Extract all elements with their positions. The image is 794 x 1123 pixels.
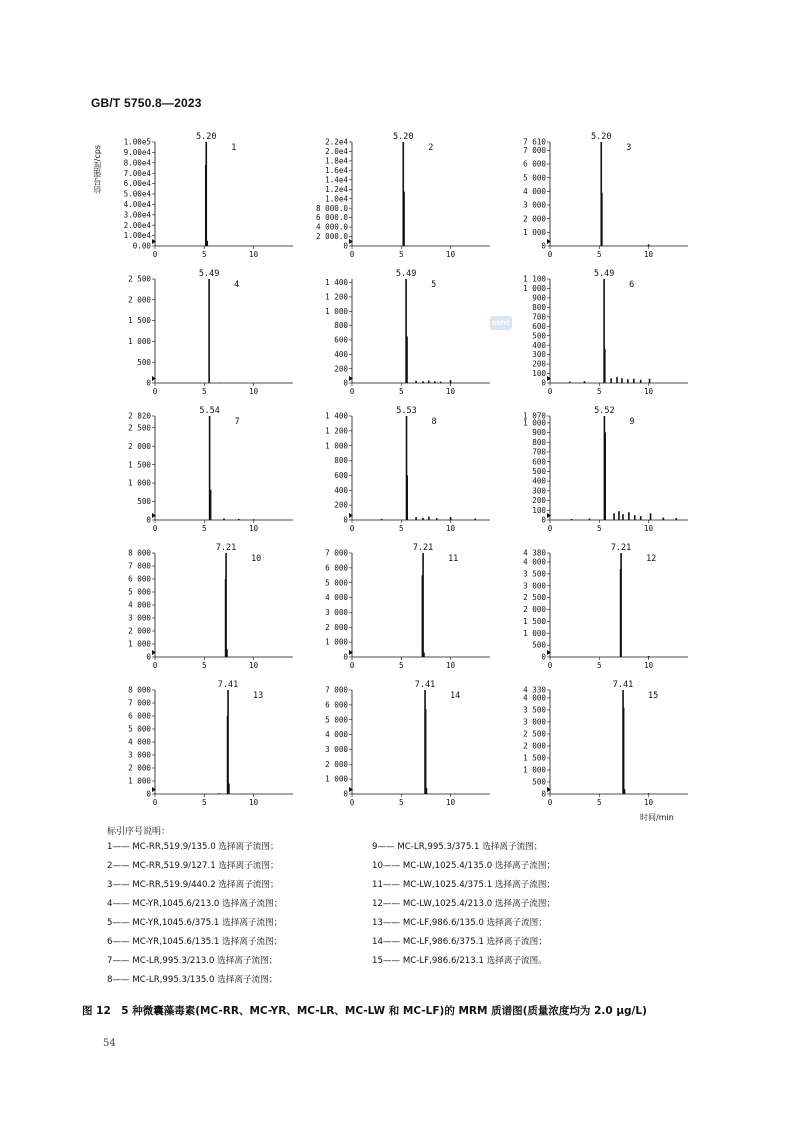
- y-tick-label: 0: [541, 789, 546, 799]
- y-tick-label: 1 100: [523, 274, 546, 284]
- y-tick-label: 1 000: [325, 441, 348, 451]
- peak-time-label: 5.52: [594, 406, 615, 416]
- y-tick-label: 500: [532, 331, 546, 341]
- x-axis-label: 时间/min: [640, 813, 674, 822]
- y-tick-label: 3.00e4: [123, 210, 151, 220]
- y-tick-label: 200: [532, 359, 546, 369]
- x-tick-label: 0: [547, 250, 553, 259]
- y-tick-label: 200: [334, 364, 348, 374]
- y-tick-label: 2 000: [325, 622, 348, 632]
- x-tick-label: 0: [349, 661, 355, 670]
- y-tick-label: 0: [146, 515, 151, 525]
- x-tick-label: 10: [248, 524, 259, 533]
- chart-id-label: 6: [629, 280, 635, 290]
- chromatogram-14: [325, 680, 490, 807]
- y-tick-label: 4 000: [128, 737, 151, 747]
- y-tick-label: 7 000: [325, 685, 348, 695]
- y-tick-label: 2 000: [128, 626, 151, 636]
- baseline-marker: [547, 650, 551, 655]
- y-tick-label: 1 500: [128, 460, 151, 470]
- y-tick-label: 4 330: [523, 685, 546, 695]
- x-tick-label: 10: [445, 387, 456, 396]
- legend-item: 15—— MC-LF,986.6/213.1 选择离子流图。: [372, 956, 547, 966]
- chromatogram-11: [325, 543, 490, 670]
- chromatogram-5: [325, 269, 490, 396]
- y-tick-label: 300: [532, 350, 546, 360]
- y-tick-label: 2 500: [523, 729, 546, 739]
- chart-id-label: 3: [626, 143, 632, 153]
- y-tick-label: 1 000: [128, 776, 151, 786]
- chart-id-label: 14: [450, 691, 461, 701]
- chromatogram-3: [523, 132, 688, 259]
- y-tick-label: 2.00e4: [123, 220, 151, 230]
- legend-item: 13—— MC-LF,986.6/135.0 选择离子流图；: [372, 918, 547, 928]
- y-tick-label: 1 000: [523, 765, 546, 775]
- y-tick-label: 0.00: [132, 241, 151, 251]
- x-tick-label: 5: [398, 798, 404, 807]
- x-tick-label: 5: [201, 798, 207, 807]
- y-tick-label: 1 000: [128, 639, 151, 649]
- chart-id-label: 12: [646, 554, 657, 564]
- y-tick-label: 7 000: [128, 561, 151, 571]
- x-tick-label: 10: [445, 250, 456, 259]
- y-tick-label: 2 820: [128, 411, 151, 421]
- chart-id-label: 8: [431, 417, 437, 427]
- y-tick-label: 0: [343, 652, 348, 662]
- y-tick-label: 600: [334, 471, 348, 481]
- page-number: 54: [103, 1038, 116, 1049]
- legend-item: 14—— MC-LF,986.6/375.1 选择离子流图；: [372, 937, 547, 947]
- baseline-marker: [547, 239, 551, 244]
- chart-id-label: 5: [431, 280, 437, 290]
- x-tick-label: 0: [547, 387, 553, 396]
- y-tick-label: 400: [532, 476, 546, 486]
- y-tick-label: 7.00e4: [123, 168, 151, 178]
- y-tick-label: 1 500: [523, 753, 546, 763]
- chromatogram-6: [523, 269, 688, 396]
- x-tick-label: 5: [596, 250, 602, 259]
- y-tick-label: 8 000: [128, 548, 151, 558]
- y-tick-label: 4 000: [128, 600, 151, 610]
- x-tick-label: 10: [643, 661, 654, 670]
- legend-item: 6—— MC-YR,1045.6/135.1 选择离子流图；: [107, 937, 283, 947]
- y-tick-label: 900: [532, 293, 546, 303]
- y-tick-label: 3 000: [523, 581, 546, 591]
- chart-id-label: 13: [253, 691, 264, 701]
- chromatogram-9: [523, 406, 688, 533]
- x-tick-label: 0: [349, 524, 355, 533]
- y-tick-label: 1 500: [128, 316, 151, 326]
- y-tick-label: 4 000.0: [315, 222, 348, 232]
- y-tick-label: 4.00e4: [123, 200, 151, 209]
- y-tick-label: 5.00e4: [123, 189, 151, 199]
- y-tick-label: 300: [532, 486, 546, 496]
- y-tick-label: 2 000: [523, 214, 546, 224]
- peak-time-label: 5.20: [196, 132, 217, 142]
- chromatogram-13: [128, 680, 293, 807]
- peak-time-label: 5.54: [199, 406, 220, 416]
- y-tick-label: 2 500: [128, 274, 151, 284]
- y-tick-label: 1 000: [523, 628, 546, 638]
- y-tick-label: 6 000.0: [315, 213, 348, 223]
- y-tick-label: 1.0e4: [325, 194, 348, 204]
- y-tick-label: 5 000: [128, 724, 151, 734]
- y-tick-label: 100: [532, 369, 546, 379]
- x-tick-label: 5: [201, 387, 207, 396]
- legend-item: 10—— MC-LW,1025.4/135.0 选择离子流图；: [372, 861, 556, 871]
- y-tick-label: 400: [334, 349, 348, 359]
- y-tick-label: 0: [343, 515, 348, 525]
- baseline-marker: [547, 376, 551, 381]
- legend-right-column: [372, 840, 632, 973]
- baseline-marker: [547, 787, 551, 792]
- y-tick-label: 2 000: [523, 741, 546, 751]
- x-tick-label: 5: [398, 661, 404, 670]
- x-tick-label: 0: [349, 387, 355, 396]
- legend-item: 3—— MC-RR,519.9/440.2 选择离子流图；: [107, 880, 279, 890]
- y-tick-label: 8.00e4: [123, 158, 151, 168]
- y-tick-label: 500: [532, 640, 546, 650]
- y-tick-label: 3 500: [523, 705, 546, 715]
- y-tick-label: 500: [137, 497, 151, 507]
- y-tick-label: 800: [334, 321, 348, 331]
- x-tick-label: 10: [445, 524, 456, 533]
- y-tick-label: 1 000: [523, 418, 546, 428]
- y-tick-label: 200: [532, 496, 546, 506]
- chart-id-label: 7: [234, 417, 240, 427]
- x-tick-label: 5: [398, 250, 404, 259]
- x-tick-label: 10: [643, 387, 654, 396]
- chromatogram-8: [325, 406, 490, 533]
- y-tick-label: 1.4e4: [325, 175, 348, 185]
- y-tick-label: 4 000: [523, 557, 546, 567]
- chart-id-label: 1: [231, 143, 237, 153]
- y-tick-label: 7 610: [523, 137, 546, 147]
- baseline-marker: [547, 513, 551, 518]
- peak-time-label: 7.41: [612, 680, 634, 690]
- y-tick-label: 2.0e4: [325, 147, 348, 157]
- y-tick-label: 0: [343, 789, 348, 799]
- chromatogram-12: [523, 543, 688, 670]
- y-tick-label: 0: [146, 378, 151, 388]
- x-tick-label: 0: [547, 798, 553, 807]
- x-tick-label: 10: [248, 798, 259, 807]
- x-tick-label: 10: [248, 387, 259, 396]
- y-tick-label: 8 000: [128, 685, 151, 695]
- peak-time-label: 7.41: [414, 680, 436, 690]
- y-tick-label: 600: [334, 335, 348, 345]
- legend-item: 7—— MC-LR,995.3/213.0 选择离子流图；: [107, 956, 278, 966]
- chromatogram-4: [128, 269, 293, 396]
- peak-time-label: 7.21: [215, 543, 237, 553]
- chromatogram-1: [124, 132, 293, 259]
- y-tick-label: 3 000: [325, 608, 348, 618]
- y-tick-label: 0: [146, 789, 151, 799]
- y-tick-label: 3 000: [128, 613, 151, 623]
- y-tick-label: 2 500: [523, 593, 546, 603]
- legend-item: 1—— MC-RR,519.9/135.0 选择离子流图；: [107, 842, 279, 852]
- legend-item: 12—— MC-LW,1025.4/213.0 选择离子流图；: [372, 899, 556, 909]
- y-tick-label: 7 000: [325, 548, 348, 558]
- y-tick-label: 0: [343, 241, 348, 251]
- y-tick-label: 3 500: [523, 569, 546, 579]
- x-tick-label: 0: [349, 798, 355, 807]
- y-tick-label: 5 000: [128, 587, 151, 597]
- peak-time-label: 7.21: [412, 543, 434, 553]
- y-tick-label: 700: [532, 447, 546, 457]
- y-tick-label: 500: [532, 467, 546, 477]
- chart-id-label: 4: [234, 280, 240, 290]
- y-tick-label: 1 500: [523, 616, 546, 626]
- y-tick-label: 1 000: [523, 284, 546, 294]
- y-tick-label: 700: [532, 312, 546, 322]
- x-tick-label: 5: [596, 387, 602, 396]
- y-tick-label: 500: [137, 357, 151, 367]
- x-tick-label: 0: [547, 661, 553, 670]
- y-tick-label: 1 070: [523, 411, 546, 421]
- peak-time-label: 5.49: [198, 269, 220, 279]
- y-tick-label: 7 000: [523, 145, 546, 155]
- x-tick-label: 5: [596, 661, 602, 670]
- y-axis-label: 信号强度/cps: [93, 145, 102, 194]
- peak-time-label: 7.21: [610, 543, 632, 553]
- y-tick-label: 6 000: [325, 563, 348, 573]
- x-tick-label: 5: [398, 387, 404, 396]
- x-tick-label: 5: [201, 250, 207, 259]
- x-tick-label: 5: [201, 524, 207, 533]
- x-tick-label: 0: [152, 524, 158, 533]
- y-tick-label: 0: [541, 241, 546, 251]
- x-tick-label: 10: [445, 798, 456, 807]
- y-tick-label: 6 000: [523, 159, 546, 169]
- x-tick-label: 5: [398, 524, 404, 533]
- y-tick-label: 6 000: [128, 711, 151, 721]
- y-tick-label: 1 200: [325, 292, 348, 302]
- standard-number: GB/T 5750.8—2023: [91, 96, 202, 110]
- y-tick-label: 3 000: [325, 745, 348, 755]
- y-tick-label: 1.8e4: [325, 156, 348, 166]
- y-tick-label: 1 000: [325, 306, 348, 316]
- y-tick-label: 1 400: [325, 411, 348, 421]
- y-tick-label: 6 000: [325, 700, 348, 710]
- y-tick-label: 0: [541, 652, 546, 662]
- legend-item: 2—— MC-RR,519.9/127.1 选择离子流图；: [107, 861, 279, 871]
- legend-left-column: [107, 840, 367, 992]
- y-tick-label: 2.2e4: [325, 137, 348, 147]
- y-tick-label: 0: [541, 378, 546, 388]
- chart-id-label: 15: [648, 691, 659, 701]
- chart-id-label: 11: [448, 554, 459, 564]
- y-tick-label: 1.6e4: [325, 165, 348, 175]
- y-tick-label: 3 000: [523, 200, 546, 210]
- y-tick-label: 900: [532, 428, 546, 438]
- y-tick-label: 1 000: [128, 337, 151, 346]
- y-tick-label: 0: [146, 652, 151, 662]
- y-tick-label: 800: [334, 456, 348, 466]
- y-tick-label: 4 000: [523, 693, 546, 703]
- y-tick-label: 2 000: [128, 441, 151, 451]
- x-tick-label: 0: [152, 250, 158, 259]
- x-tick-label: 0: [152, 661, 158, 670]
- x-tick-label: 0: [152, 798, 158, 807]
- y-tick-label: 1.00e4: [123, 231, 151, 241]
- x-tick-label: 5: [596, 524, 602, 533]
- x-tick-label: 10: [248, 250, 259, 259]
- y-tick-label: 0: [343, 378, 348, 388]
- y-tick-label: 7 000: [128, 698, 151, 708]
- y-tick-label: 4 000: [523, 186, 546, 196]
- x-tick-label: 0: [152, 387, 158, 396]
- peak-time-label: 5.49: [593, 269, 615, 279]
- legend-item: 8—— MC-LR,995.3/135.0 选择离子流图；: [107, 975, 278, 985]
- y-tick-label: 5 000: [325, 715, 348, 725]
- y-tick-label: 1.00e5: [123, 137, 151, 147]
- x-tick-label: 5: [596, 798, 602, 807]
- y-tick-label: 600: [532, 457, 546, 467]
- y-tick-label: 200: [334, 500, 348, 510]
- peak-time-label: 5.20: [393, 132, 414, 142]
- x-tick-label: 10: [643, 250, 654, 259]
- legend-item: 4—— MC-YR,1045.6/213.0 选择离子流图；: [107, 899, 283, 909]
- y-tick-label: 1 000: [325, 637, 348, 647]
- y-tick-label: 2 000: [128, 295, 151, 305]
- legend-item: 5—— MC-YR,1045.6/375.1 选择离子流图；: [107, 918, 283, 928]
- x-tick-label: 0: [349, 250, 355, 259]
- legend-item: 9—— MC-LR,995.3/375.1 选择离子流图；: [372, 842, 543, 852]
- y-tick-label: 5 000: [523, 173, 546, 183]
- x-tick-label: 10: [643, 524, 654, 533]
- y-tick-label: 0: [541, 515, 546, 525]
- y-tick-label: 100: [532, 505, 546, 515]
- chart-id-label: 10: [251, 554, 262, 564]
- peak-time-label: 7.41: [217, 680, 239, 690]
- y-tick-label: 600: [532, 321, 546, 331]
- y-tick-label: 1 200: [325, 426, 348, 436]
- y-tick-label: 1.2e4: [325, 184, 348, 194]
- y-tick-label: 4 380: [523, 548, 546, 558]
- y-tick-label: 1 000: [325, 774, 348, 784]
- y-tick-label: 1 400: [325, 278, 348, 288]
- y-tick-label: 400: [334, 485, 348, 495]
- chromatogram-7: [128, 406, 293, 533]
- y-tick-label: 4 000: [325, 593, 348, 603]
- y-tick-label: 3 000: [523, 717, 546, 727]
- y-tick-label: 1 000: [128, 478, 151, 488]
- chromatogram-2: [316, 132, 490, 259]
- x-tick-label: 10: [445, 661, 456, 670]
- watermark-logo: ssnc: [490, 316, 512, 330]
- y-tick-label: 2 500: [128, 423, 151, 433]
- y-tick-label: 8 000.0: [315, 203, 348, 213]
- y-tick-label: 400: [532, 340, 546, 350]
- peak-time-label: 5.20: [591, 132, 612, 142]
- chart-id-label: 9: [629, 417, 635, 427]
- legend-item: 11—— MC-LW,1025.4/375.1 选择离子流图；: [372, 880, 556, 890]
- y-tick-label: 3 000: [128, 750, 151, 760]
- y-tick-label: 500: [532, 777, 546, 787]
- y-tick-label: 6 000: [128, 574, 151, 584]
- y-tick-label: 800: [532, 302, 546, 312]
- y-tick-label: 5 000: [325, 578, 348, 588]
- y-tick-label: 1 000: [523, 227, 546, 237]
- y-tick-label: 4 000: [325, 730, 348, 740]
- chart-id-label: 2: [428, 143, 434, 153]
- chromatogram-10: [128, 543, 293, 670]
- y-tick-label: 2 000.0: [315, 232, 348, 242]
- x-tick-label: 10: [248, 661, 259, 670]
- figure-caption: 图 12 5 种微囊藻毒素(MC-RR、MC-YR、MC-LR、MC-LW 和 MC-LF)的 MRM 质谱图(质量浓度均为 2.0 μg/L): [82, 1005, 647, 1017]
- legend-title: 标引序号说明：: [107, 827, 171, 837]
- x-tick-label: 5: [201, 661, 207, 670]
- y-tick-label: 2 000: [523, 605, 546, 615]
- x-tick-label: 10: [643, 798, 654, 807]
- chromatogram-15: [523, 680, 688, 807]
- peak-time-label: 5.49: [395, 269, 417, 279]
- y-tick-label: 800: [532, 437, 546, 447]
- y-tick-label: 6.00e4: [123, 179, 151, 189]
- x-tick-label: 0: [547, 524, 553, 533]
- y-tick-label: 2 000: [128, 763, 151, 773]
- y-tick-label: 9.00e4: [123, 148, 151, 157]
- peak-time-label: 5.53: [396, 406, 417, 416]
- y-tick-label: 2 000: [325, 759, 348, 769]
